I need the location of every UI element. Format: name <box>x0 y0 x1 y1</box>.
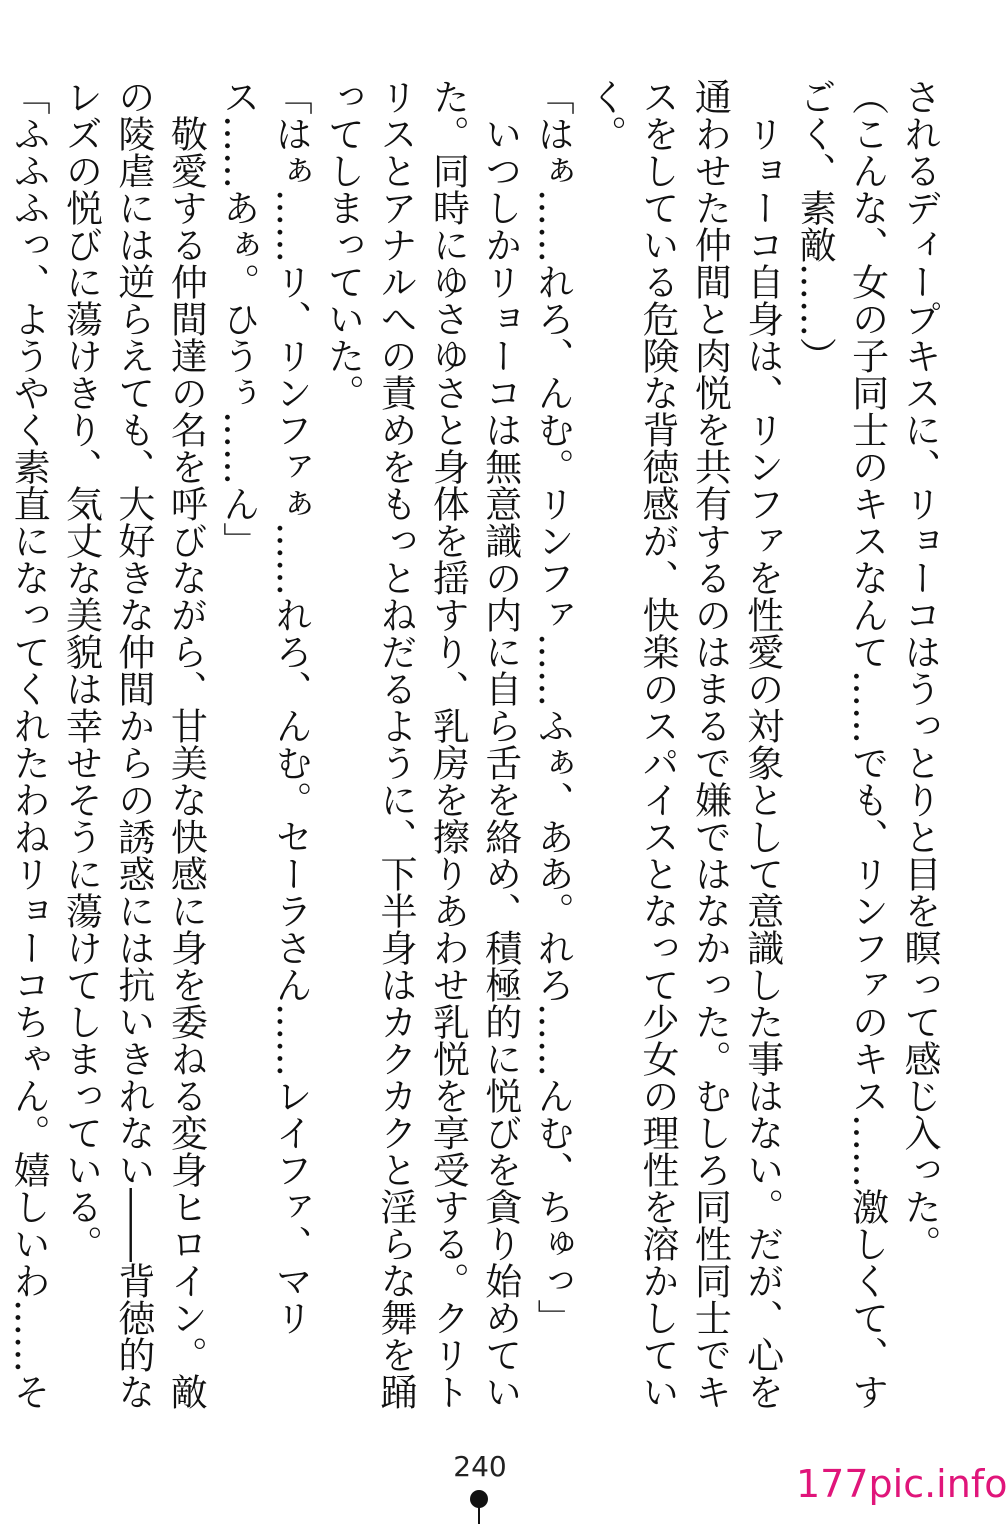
paragraph: 「ふふふっ、ようやく素直になってくれたわねリョーコちゃん。嬉しいわ……そ <box>7 78 51 1410</box>
paragraph: 「はぁ……リ、リンファぁ……れろ、んむ。セーラさん……レイファ、マリス……あぁ。ひうぅ……ん」 <box>216 78 313 1336</box>
paragraph: （こんな、女の子同士のキスなんて……でも、リンファのキス……激しくて、すごく、素敵……） <box>793 78 889 1410</box>
page-number: 240 <box>453 1450 507 1483</box>
marker-stem <box>478 1506 480 1524</box>
paragraph: リョーコ自身は、リンファを性愛の対象として意識した事はない。だが、心を通わせた仲間と肉悦を共有するのはまるで嫌ではなかった。むしろ同性同士でキスをしている危険な背徳感が、快楽のスパイスとなって少女の理性を溶かしていく。 <box>583 78 784 1410</box>
watermark: 177pic.info <box>796 1462 1007 1506</box>
paragraph: いつしかリョーコは無意識の内に自ら舌を絡め、積極的に悦びを貪り始めていた。同時にゆさゆさと身体を揺すり、乳房を擦りあわせ乳悦を享受する。クリトリスとアナルへの責めをもっとねだるように、下半身はカクカクと淫らな舞を踊ってしまっていた。 <box>321 78 522 1410</box>
body-text <box>7 78 945 1438</box>
paragraph: 「はぁ……れろ、んむ。リンファ……ふぁ、ああ。れろ……んむ、ちゅっ」 <box>531 78 575 1336</box>
paragraph: されるディープキスに、リョーコはうっとりと目を瞑って感じ入った。 <box>898 78 941 1262</box>
page-marker-icon <box>470 1490 488 1524</box>
paragraph: 敬愛する仲間達の名を呼びながら、甘美な快感に身を委ねる変身ヒロイン。敵の陵虐には逆らえても、大好きな仲間からの誘惑には抗いきれない――背徳的なレズの悦びに蕩けきり、気丈な美貌は幸せそうに蕩けてしまっている。 <box>59 78 208 1410</box>
